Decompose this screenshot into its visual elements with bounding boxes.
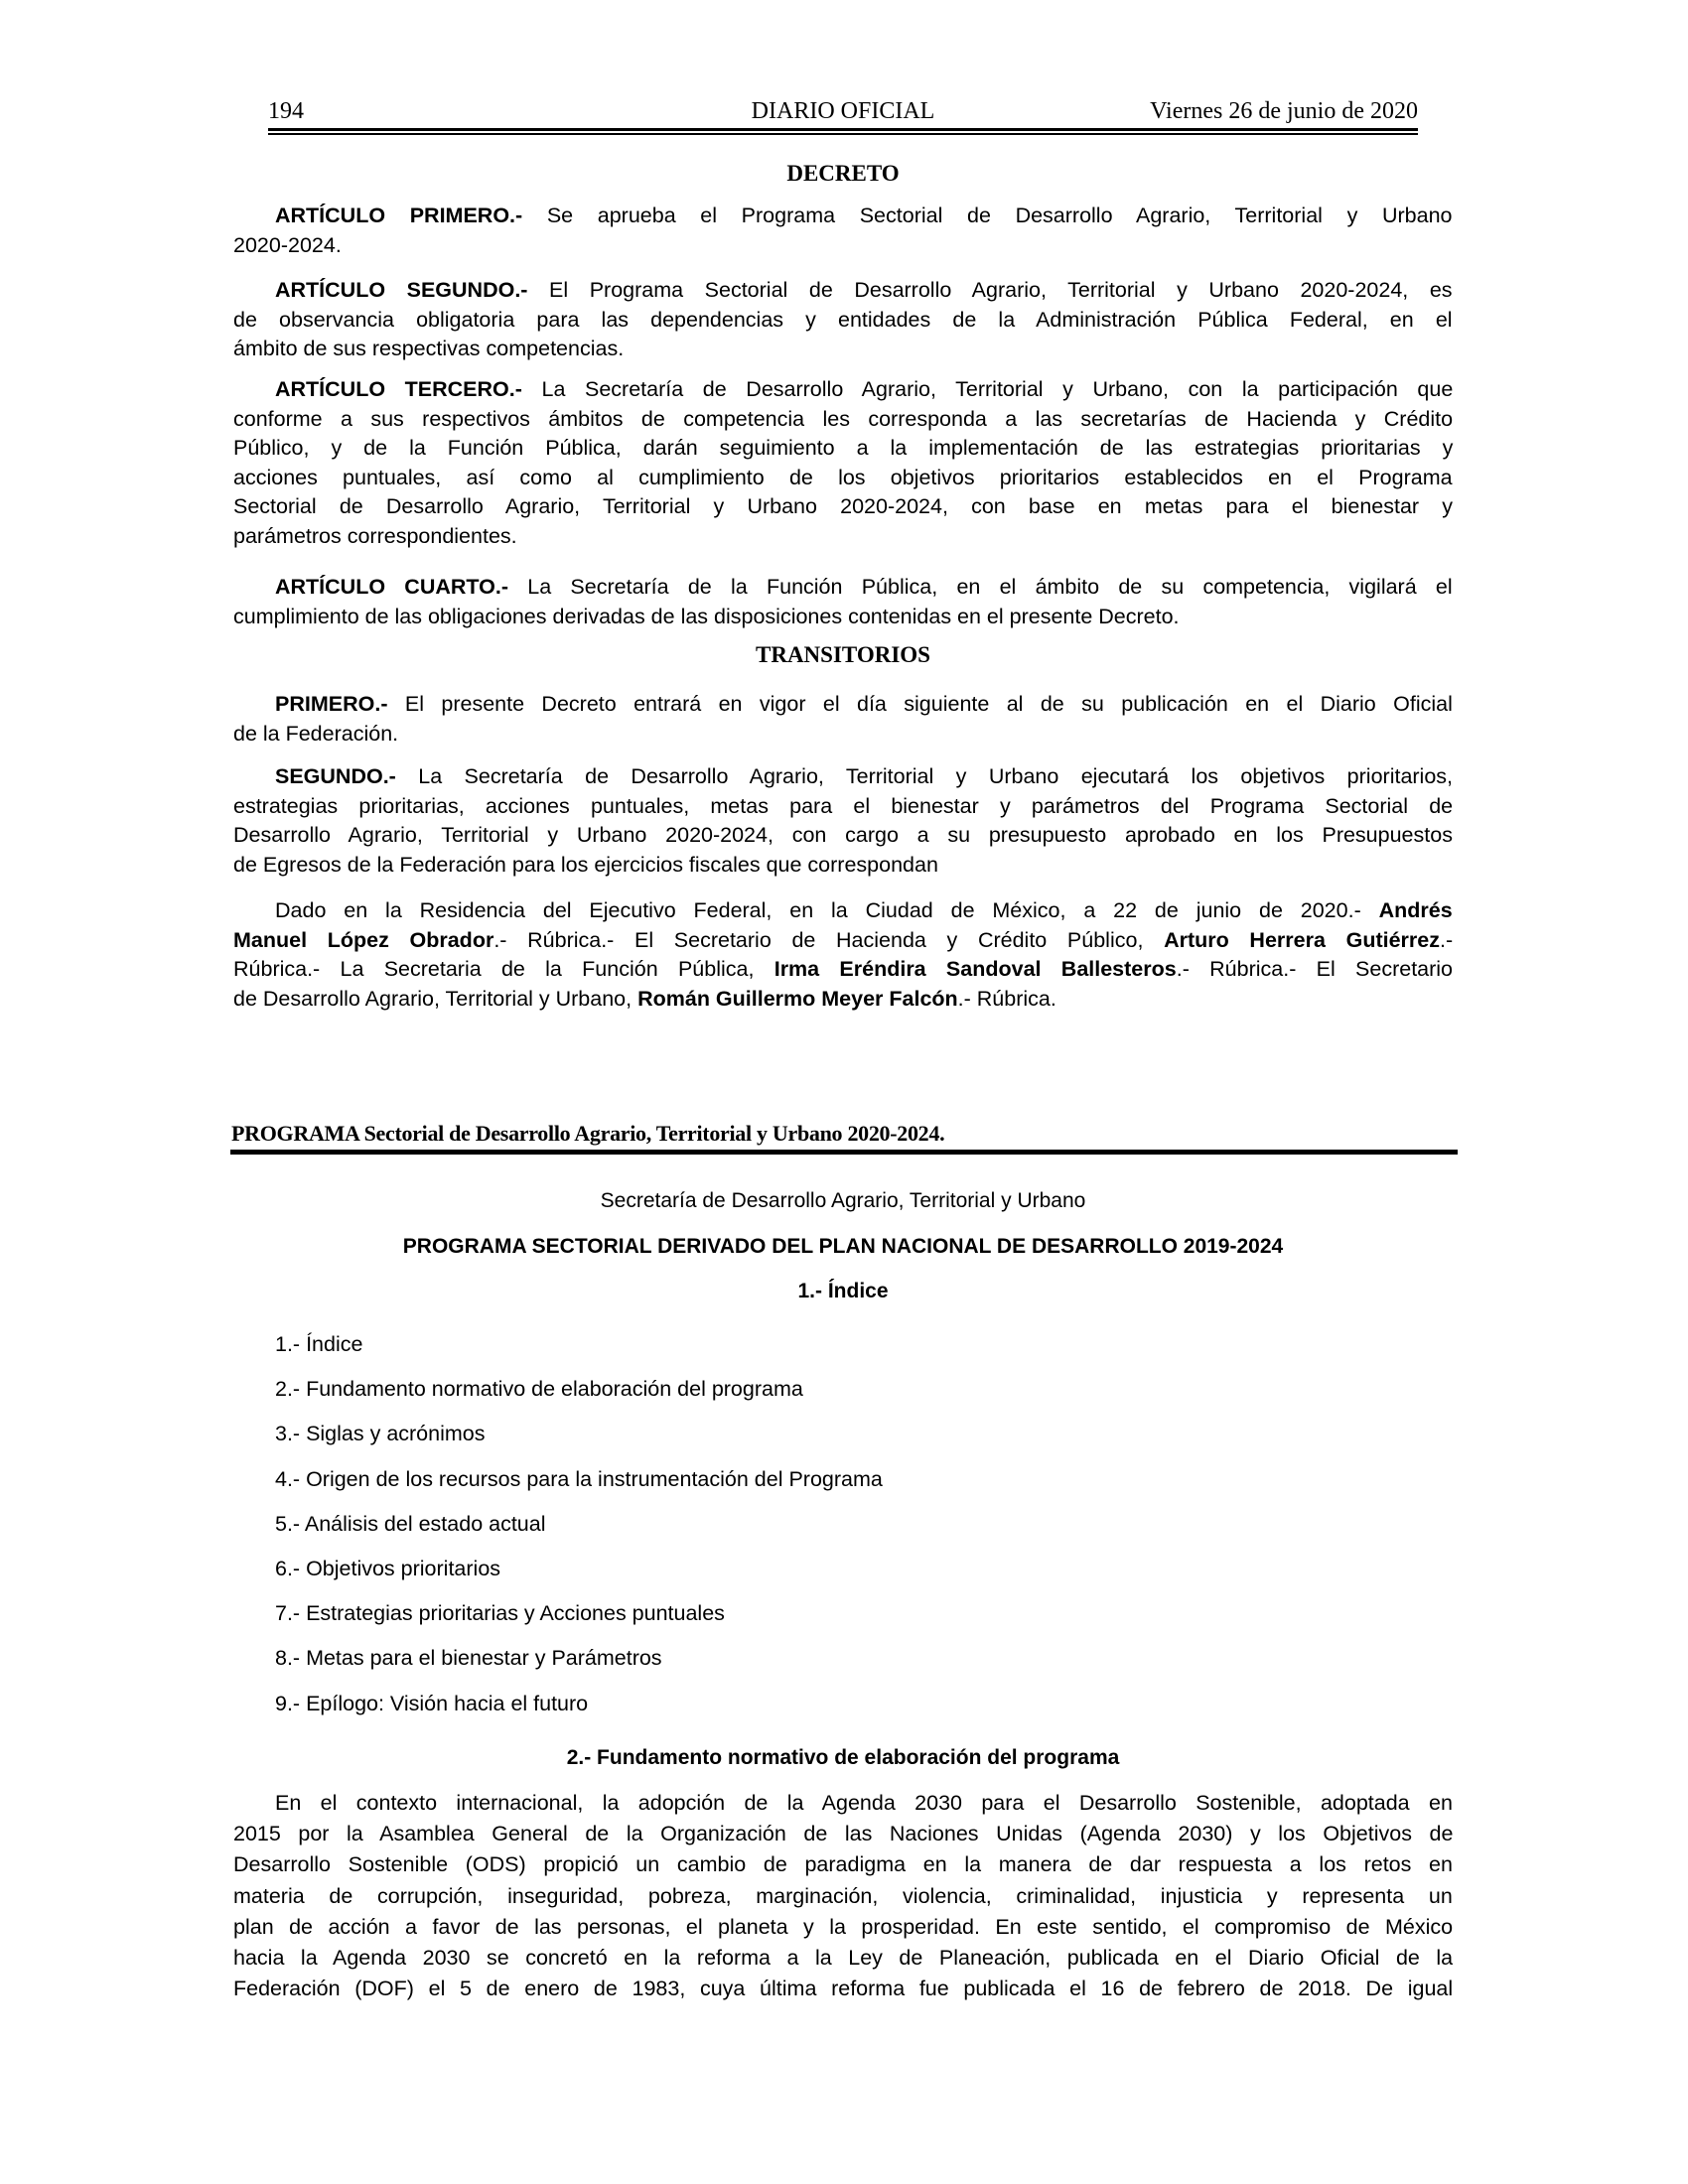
indice-title: 1.- Índice: [797, 1280, 889, 1302]
fundamento-title: 2.- Fundamento normativo de elaboración del programa: [566, 1746, 1120, 1769]
articulo-label: ARTÍCULO SEGUNDO.-: [275, 278, 528, 302]
articulo-tercero: ARTÍCULO TERCERO.- La Secretaría de Desarrollo Agrario, Territorial y Urbano, con la participación que conforme a sus respectivos ámbitos de competencia les corresponda a las secretarías de Hacienda y Crédito Público, y de la Función Pública, darán seguimiento a la implementación de las estrategias prioritarias y acciones puntuales, así como al cumplimiento de los objetivos prioritarios establecidos en el Programa Sectorial de Desarrollo Agrario, Territorial y Urbano 2020-2024, con base en metas para el bienestar y parámetros correspondientes.: [233, 377, 1454, 548]
signer-name: Román Guillermo Meyer Falcón: [637, 986, 958, 1011]
articulo-label: ARTÍCULO CUARTO.-: [275, 575, 509, 599]
firma-paragraph: Dado en la Residencia del Ejecutivo Federal, en la Ciudad de México, a 22 de junio de 2020.- Andrés Manuel López Obrador.- Rúbrica.- El Secretario de Hacienda y Crédito Público, Arturo Herrera Gutiérrez.- Rúbrica.- La Secretaria de la Función Pública, Irma Eréndira Sandoval Ballesteros.- Rúbrica.- El Secretario de Desarrollo Agrario, Territorial y Urbano, Román Guillermo Meyer Falcón.- Rúbrica.: [233, 898, 1454, 1011]
header-double-rule: [268, 128, 1418, 135]
transitorio-primero: PRIMERO.- El presente Decreto entrará en vigor el día siguiente al de su publicación en el Diario Oficial de la Federación.: [233, 692, 1453, 746]
signer-name: Irma Eréndira Sandoval Ballesteros: [774, 957, 1177, 982]
fundamento-paragraph: En el contexto internacional, la adopción de la Agenda 2030 para el Desarrollo Sostenible, adoptada en 2015 por la Asamblea General de la Organización de las Naciones Unidas (Agenda 2030) y los Objetivos de Desarrollo Sostenible (ODS) propició un cambio de paradigma en la manera de dar respuesta a los retos en materia de corrupción, inseguridad, pobreza, marginación, violencia, criminalidad, injusticia y representa un plan de acción a favor de las personas, el planeta y la prosperidad. En este sentido, el compromiso de México hacia la Agenda 2030 se concretó en la reforma a la Ley de Planeación, publicada en el Diario Oficial de la Federación (DOF) el 5 de enero de 1983, cuya última reforma fue publicada el 16 de febrero de 2018. De igual: [233, 1791, 1454, 2001]
signer-name: Manuel López Obrador: [233, 927, 494, 952]
transitorios-title: TRANSITORIOS: [756, 642, 930, 667]
indice-item: 4.- Origen de los recursos para la instrumentación del Programa: [275, 1466, 883, 1491]
programa-section-heading: PROGRAMA Sectorial de Desarrollo Agrario, Territorial y Urbano 2020-2024.: [231, 1121, 945, 1146]
transitorio-label: PRIMERO.-: [275, 692, 388, 716]
articulo-label: ARTÍCULO TERCERO.-: [275, 377, 522, 401]
signer-name: Andrés: [1378, 898, 1453, 922]
transitorio-label: SEGUNDO.-: [275, 764, 396, 788]
indice-item: 5.- Análisis del estado actual: [275, 1511, 546, 1536]
indice-item: 6.- Objetivos prioritarios: [275, 1556, 501, 1580]
transitorio-segundo: SEGUNDO.- La Secretaría de Desarrollo Agrario, Territorial y Urbano ejecutará los objetivos prioritarios, estrategias prioritarias, acciones puntuales, metas para el bienestar y parámetros del Programa Sectorial de Desarrollo Agrario, Territorial y Urbano 2020-2024, con cargo a su presupuesto aprobado en los Presupuestos de Egresos de la Federación para los ejercicios fiscales que correspondan: [233, 764, 1454, 877]
programa-subtitle: PROGRAMA SECTORIAL DERIVADO DEL PLAN NACIONAL DE DESARROLLO 2019-2024: [402, 1235, 1284, 1258]
publication-title: DIARIO OFICIAL: [751, 98, 935, 124]
articulo-label: ARTÍCULO PRIMERO.-: [275, 204, 523, 227]
indice-item: 8.- Metas para el bienestar y Parámetros: [275, 1646, 662, 1671]
articulo-primero: ARTÍCULO PRIMERO.- Se aprueba el Programa Sectorial de Desarrollo Agrario, Territorial y Urbano 2020-2024.: [233, 204, 1453, 257]
decreto-title: DECRETO: [786, 161, 900, 186]
section-rule: [230, 1150, 1458, 1155]
articulo-segundo: ARTÍCULO SEGUNDO.- El Programa Sectorial de Desarrollo Agrario, Territorial y Urbano 2020-2024, es de observancia obligatoria para las dependencias y entidades de la Administración Pública Federal, en el ámbito de sus respectivas competencias.: [233, 278, 1453, 361]
indice-item: 3.- Siglas y acrónimos: [275, 1422, 486, 1446]
publication-date: Viernes 26 de junio de 2020: [1150, 98, 1418, 124]
indice-item: 1.- Índice: [275, 1332, 363, 1356]
page-number: 194: [268, 98, 304, 124]
signer-name: Arturo Herrera Gutiérrez: [1164, 927, 1440, 952]
dependencia-title: Secretaría de Desarrollo Agrario, Territorial y Urbano: [600, 1189, 1086, 1212]
articulo-cuarto: ARTÍCULO CUARTO.- La Secretaría de la Función Pública, en el ámbito de su competencia, vigilará el cumplimiento de las obligaciones derivadas de las disposiciones contenidas en el presente Decreto.: [233, 575, 1453, 628]
indice-item: 9.- Epílogo: Visión hacia el futuro: [275, 1691, 589, 1715]
indice-item: 7.- Estrategias prioritarias y Acciones puntuales: [275, 1601, 725, 1626]
indice-list: [233, 1322, 1453, 1726]
running-header: [268, 96, 1418, 126]
indice-item: 2.- Fundamento normativo de elaboración del programa: [275, 1377, 803, 1402]
